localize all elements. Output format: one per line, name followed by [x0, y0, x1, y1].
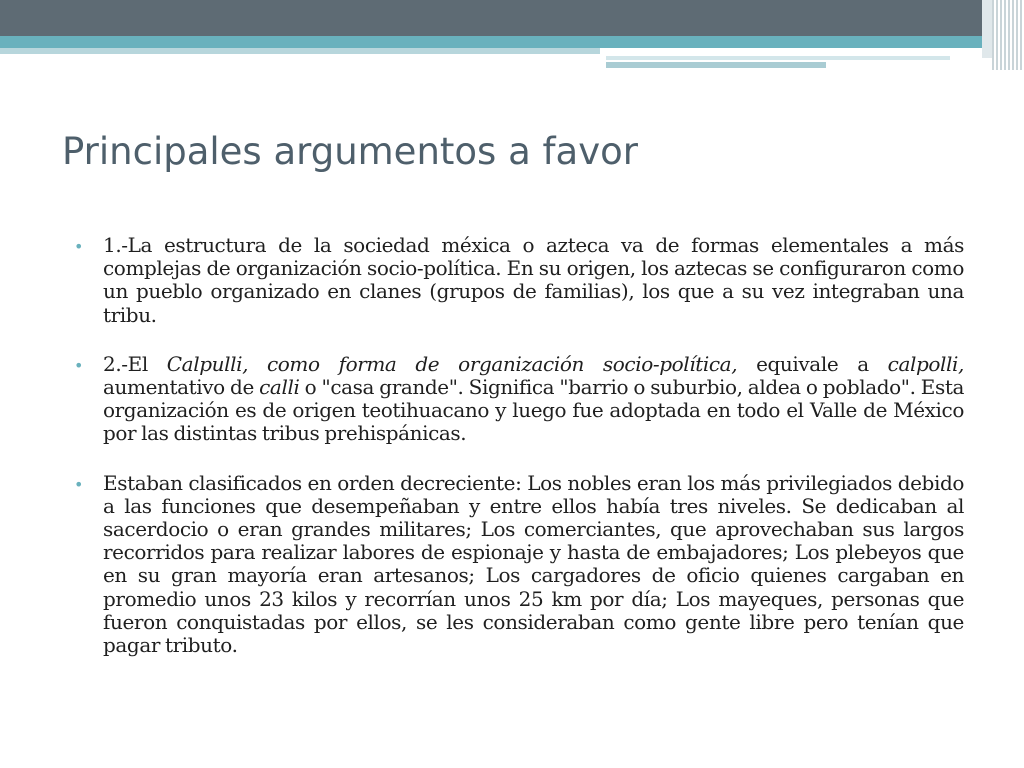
bullet-text: 1.-La estructura de la sociedad méxica o azteca va de formas elementales a más complejas de organización socio-política. En su origen, los aztecas se configuraron como un pueblo organizado en clanes (grupos de familias), los que a su vez integraban una tribu.: [103, 233, 964, 327]
bullet-text-italic: calpolli,: [887, 351, 964, 376]
bullet-text-segment: 2.-El: [103, 351, 167, 376]
bullet-text-segment: equivale a: [737, 351, 888, 376]
bullet-item-2: [74, 353, 964, 446]
bullet-text-segment: aumentativo de: [103, 375, 260, 400]
bullet-text: Estaban clasificados en orden decreciente: Los nobles eran los más privilegiados debido a las funciones que desempeñaban y entre ellos había tres niveles. Se dedicaban al sacerdocio o eran grandes militares; Los comerciantes, que aprovechaban sus largos recorridos para realizar labores de espionaje y hasta de embajadores; Los plebeyos que en su gran mayoría eran artesanos; Los cargadores de oficio quienes cargaban en promedio unos 23 kilos y recorrían unos 25 km por día; Los mayeques, personas que fueron conquistadas por ellos, se les consideraban como gente libre pero tenían que pagar tributo.: [103, 470, 964, 658]
slide-title: Principales argumentos a favor: [62, 130, 638, 173]
header-stripes-bg: [982, 0, 992, 58]
bullet-item-1: [74, 234, 964, 327]
bullet-dot-icon: •: [74, 237, 84, 256]
header-stripes: [992, 0, 1024, 70]
header-thin-band: [606, 56, 950, 60]
header-teal-band: [0, 36, 1024, 48]
header-accent-band: [606, 62, 826, 68]
header-dark-band: [0, 0, 1024, 36]
header-light-band: [0, 48, 600, 54]
bullet-text-italic: calli: [259, 375, 300, 400]
bullet-list: [74, 234, 964, 683]
bullet-text-italic: Calpulli, como forma de organización socio-política,: [166, 351, 738, 376]
bullet-text-segment: o "casa grande". Significa "barrio o suburbio, aldea o poblado". Esta organización es de origen teotihuacano y luego fue adoptada en todo el Valle de México por las distintas tribus prehispánicas.: [103, 375, 965, 446]
bullet-dot-icon: •: [74, 474, 84, 494]
bullet-item-3: [74, 472, 964, 658]
bullet-dot-icon: •: [74, 355, 84, 375]
